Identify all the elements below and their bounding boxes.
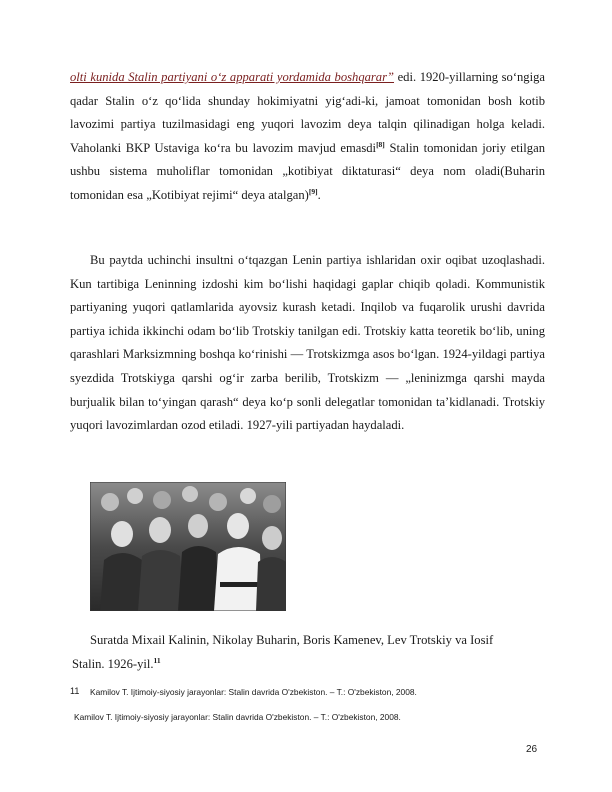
- caption-line-2: Stalin. 1926-yil.$^{11}$: [72, 655, 161, 671]
- paragraph-1-text-b: Stalin tomonidan joriy etilgan ushbu sistema muholiflar tomonidan „kotibiyat diktaturasi“ deya nom oladi(Buharin tomonidan esa „Kotibiyat rejimi“ deya atalgan): [70, 140, 545, 202]
- reference-9[interactable]: [9]: [308, 186, 318, 196]
- paragraph-1-text-c: .: [317, 187, 321, 202]
- reference-8[interactable]: [8]: [376, 139, 385, 149]
- paragraph-1-text-a: edi. 1920-yillarning so‘ngiga qadar Stalin o‘z qo‘lida shunday hokimiyatni yig‘adi-ki, jamoat tomonidan bosh kotib lavozimi partiya tuzilmasidagi eng yuqori lavozim deya talqin qilinadigan holga keladi. Vaholanki BKP Ustaviga ko‘ra bu lavozim mavjud emasdi: [70, 70, 545, 155]
- caption-line-1: Suratda Mixail Kalinin, Nikolay Buharin, Boris Kamenev, Lev Trotskiy va Iosif: [90, 633, 494, 647]
- paragraph-2: Bu paytda uchinchi insultni o‘tqazgan Lenin partiya ishlaridan oxir oqibat uzoqlashadi. Kun tartibiga Leninning izdoshi kim bo‘lishi haqidagi gaplar chiqib qoladi. Kommunistik partiyaning yuqori qatlamlarida ayovsiz kurash ketadi. Inqilob va fuqarolik urushi davrida partiya ichida ikkinchi odam bo‘lib Trotskiy tanilgan edi. Trotskiy katta teoretik bo‘lib, uning qarashlari Marksizmning boshqa ko‘rinishi — Trotskizmga asos bo‘lgan. 1924-yildagi partiya syezdida Trotskiyga qarshi og‘ir zarba berilib, Trotskizm — „leninizmga qarshi mayda burjualik bilan to‘yingan qarash“ deya ko‘p sonli delegatlar tomonidan ta’kidlanadi. Trotskiy yuqori lavozimlardan ozod etiladi. 1927-yili partiyadan haydaladi.: [70, 253, 545, 433]
- footnote-1: Kamilov T. Ijtimoiy-siyosiy jarayonlar: Stalin davrida O'zbekiston. – T.: O'zbekiston, 2008.: [90, 687, 417, 697]
- historical-photo: [90, 482, 286, 611]
- page-number: 26: [526, 744, 538, 755]
- caption-footnote-ref[interactable]: 11: [153, 655, 161, 665]
- footnote-2: Kamilov T. Ijtimoiy-siyosiy jarayonlar: Stalin davrida O'zbekiston. – T.: O'zbekiston, 2008.: [74, 712, 401, 722]
- photo-caption: [72, 629, 546, 676]
- footnote-number: 11: [70, 686, 80, 696]
- paragraph-1: [70, 66, 545, 208]
- italic-quote-link[interactable]: olti kunida Stalin partiyani o‘z apparati yordamida boshqarar”: [70, 70, 395, 84]
